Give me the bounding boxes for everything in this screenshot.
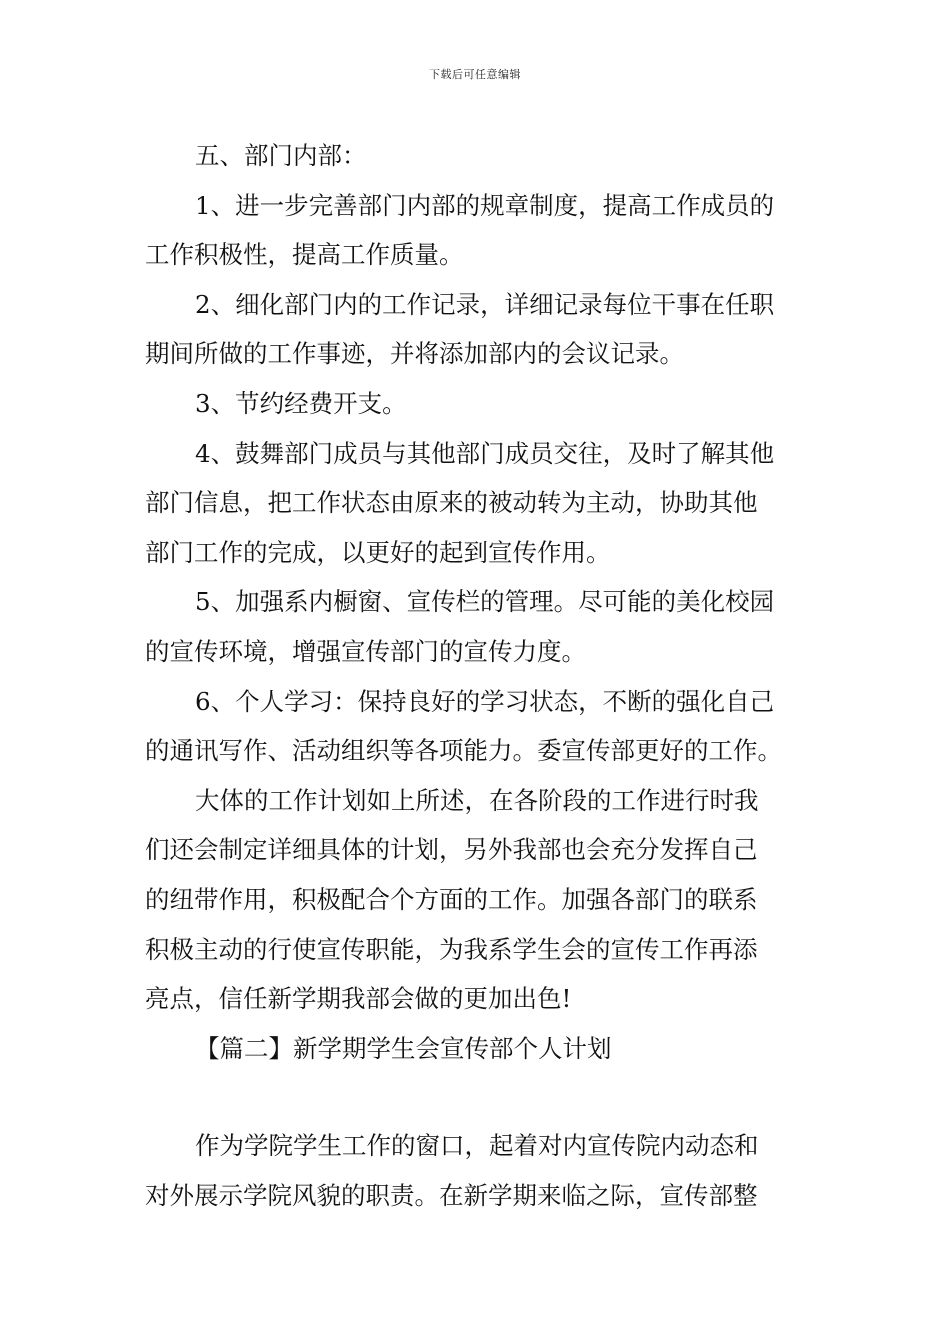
page-header-watermark: 下载后可任意编辑 bbox=[429, 68, 521, 81]
paragraph-line: 1、进一步完善部门内部的规章制度，提高工作成员的 bbox=[195, 190, 775, 220]
paragraph-line: 积极主动的行使宣传职能，为我系学生会的宣传工作再添 bbox=[145, 934, 758, 964]
paragraph-line: 工作积极性，提高工作质量。 bbox=[145, 240, 464, 270]
document-body bbox=[145, 131, 810, 1220]
spacer bbox=[145, 1073, 810, 1121]
paragraph-line: 作为学院学生工作的窗口，起着对内宣传院内动态和 bbox=[195, 1131, 759, 1161]
paragraph-line: 期间所做的工作事迹，并将添加部内的会议记录。 bbox=[145, 339, 684, 369]
paragraph-line: 2、细化部门内的工作记录，详细记录每位干事在任职 bbox=[195, 289, 775, 319]
article-heading: 【篇二】新学期学生会宣传部个人计划 bbox=[195, 1033, 612, 1063]
paragraph-line: 部门工作的完成，以更好的起到宣传作用。 bbox=[145, 537, 611, 567]
paragraph-line: 5、加强系内橱窗、宣传栏的管理。尽可能的美化校园 bbox=[195, 587, 775, 617]
paragraph-line: 大体的工作计划如上所述，在各阶段的工作进行时我 bbox=[195, 785, 759, 815]
paragraph-line: 对外展示学院风貌的职责。在新学期来临之际，宣传部整 bbox=[145, 1180, 758, 1210]
paragraph-line: 部门信息，把工作状态由原来的被动转为主动，协助其他 bbox=[145, 488, 758, 518]
paragraph-line: 的宣传环境，增强宣传部门的宣传力度。 bbox=[145, 636, 586, 666]
paragraph-line: 的通讯写作、活动组织等各项能力。委宣传部更好的工作。 bbox=[145, 736, 782, 766]
paragraph-line: 亮点，信任新学期我部会做的更加出色! bbox=[145, 984, 572, 1014]
paragraph-line: 的纽带作用，积极配合个方面的工作。加强各部门的联系 bbox=[145, 884, 758, 914]
section-heading: 五、部门内部： bbox=[195, 141, 367, 170]
paragraph-line: 们还会制定详细具体的计划，另外我部也会充分发挥自己 bbox=[145, 835, 758, 865]
paragraph-line: 3、节约经费开支。 bbox=[195, 388, 407, 418]
paragraph-line: 4、鼓舞部门成员与其他部门成员交往，及时了解其他 bbox=[195, 438, 775, 468]
paragraph-line: 6、个人学习：保持良好的学习状态，不断的强化自己 bbox=[195, 686, 775, 716]
